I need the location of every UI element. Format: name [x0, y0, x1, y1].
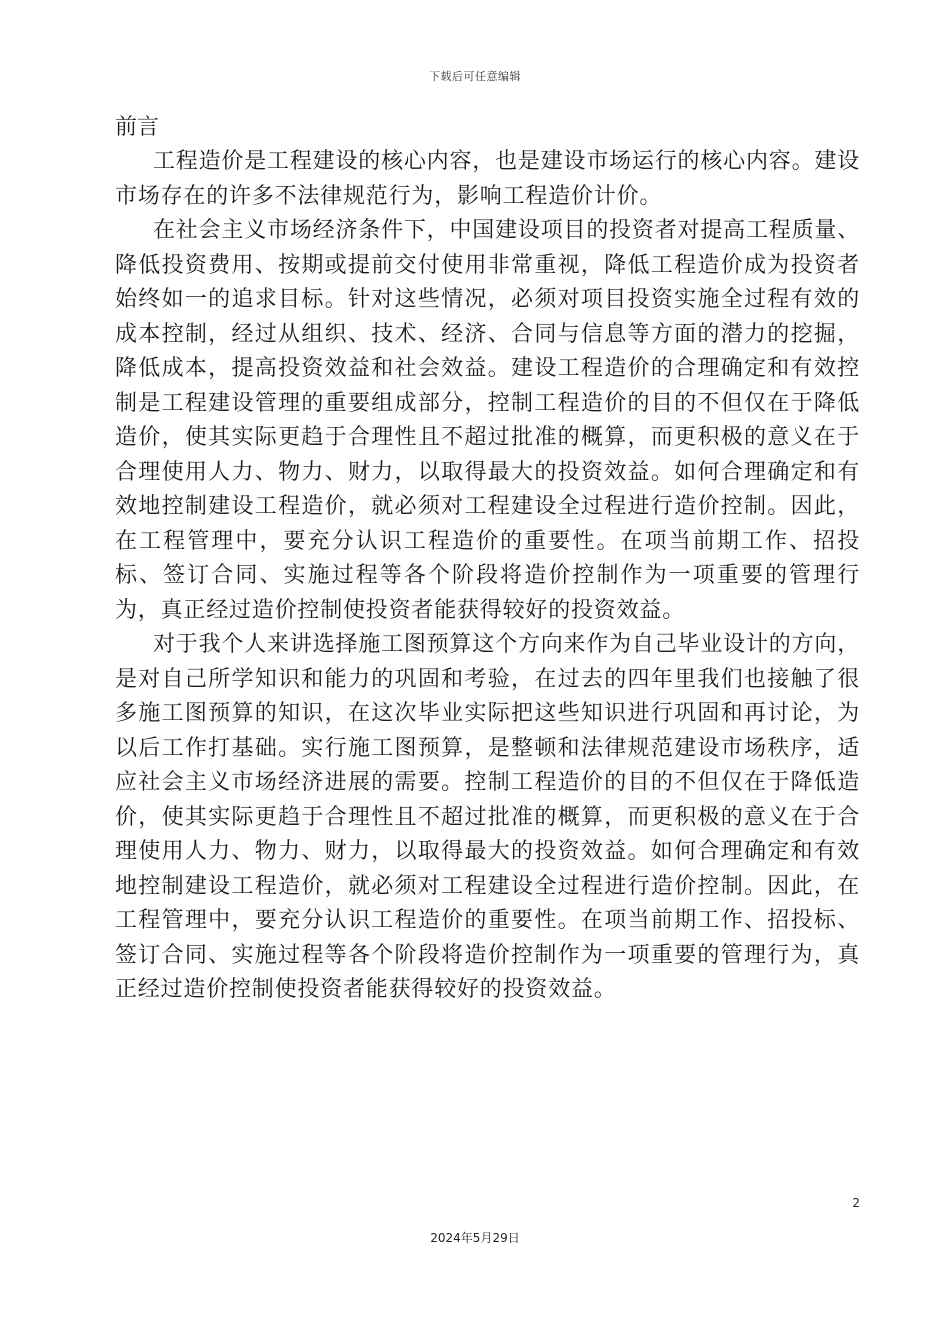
paragraph-3: 对于我个人来讲选择施工图预算这个方向来作为自己毕业设计的方向，是对自己所学知识和能力的巩固和考验，在过去的四年里我们也接触了很多施工图预算的知识，在这次毕业实际把这些知识进行巩固和再讨论，为以后工作打基础。实行施工图预算，是整顿和法律规范建设市场秩序，适应社会主义市场经济进展的需要。控制工程造价的目的不但仅在于降低造价，使其实际更趋于合理性且不超过批准的概算，而更积极的意义在于合理使用人力、物力、财力，以取得最大的投资效益。如何合理确定和有效地控制建设工程造价，就必须对工程建设全过程进行造价控制。因此，在工程管理中，要充分认识工程造价的重要性。在项当前期工作、招投标、签订合同、实施过程等各个阶段将造价控制作为一项重要的管理行为，真正经过造价控制使投资者能获得较好的投资效益。	[115, 632, 860, 1002]
document-body	[115, 110, 860, 1008]
page-number: 2	[852, 1196, 860, 1210]
paragraph-1: 工程造价是工程建设的核心内容，也是建设市场运行的核心内容。建设市场存在的许多不法律规范行为，影响工程造价计价。	[115, 149, 860, 209]
section-heading: 前言	[115, 115, 160, 140]
page-header: 下载后可任意编辑	[429, 70, 521, 83]
page-footer-date: 2024年5月29日	[430, 1231, 520, 1245]
paragraph-2: 在社会主义市场经济条件下，中国建设项目的投资者对提高工程质量、降低投资费用、按期或提前交付使用非常重视，降低工程造价成为投资者始终如一的追求目标。针对这些情况，必须对项目投资实施全过程有效的成本控制，经过从组织、技术、经济、合同与信息等方面的潜力的挖掘，降低成本，提高投资效益和社会效益。建设工程造价的合理确定和有效控制是工程建设管理的重要组成部分，控制工程造价的目的不但仅在于降低造价，使其实际更趋于合理性且不超过批准的概算，而更积极的意义在于合理使用人力、物力、财力，以取得最大的投资效益。如何合理确定和有效地控制建设工程造价，就必须对工程建设全过程进行造价控制。因此，在工程管理中，要充分认识工程造价的重要性。在项当前期工作、招投标、签订合同、实施过程等各个阶段将造价控制作为一项重要的管理行为，真正经过造价控制使投资者能获得较好的投资效益。	[115, 218, 860, 623]
